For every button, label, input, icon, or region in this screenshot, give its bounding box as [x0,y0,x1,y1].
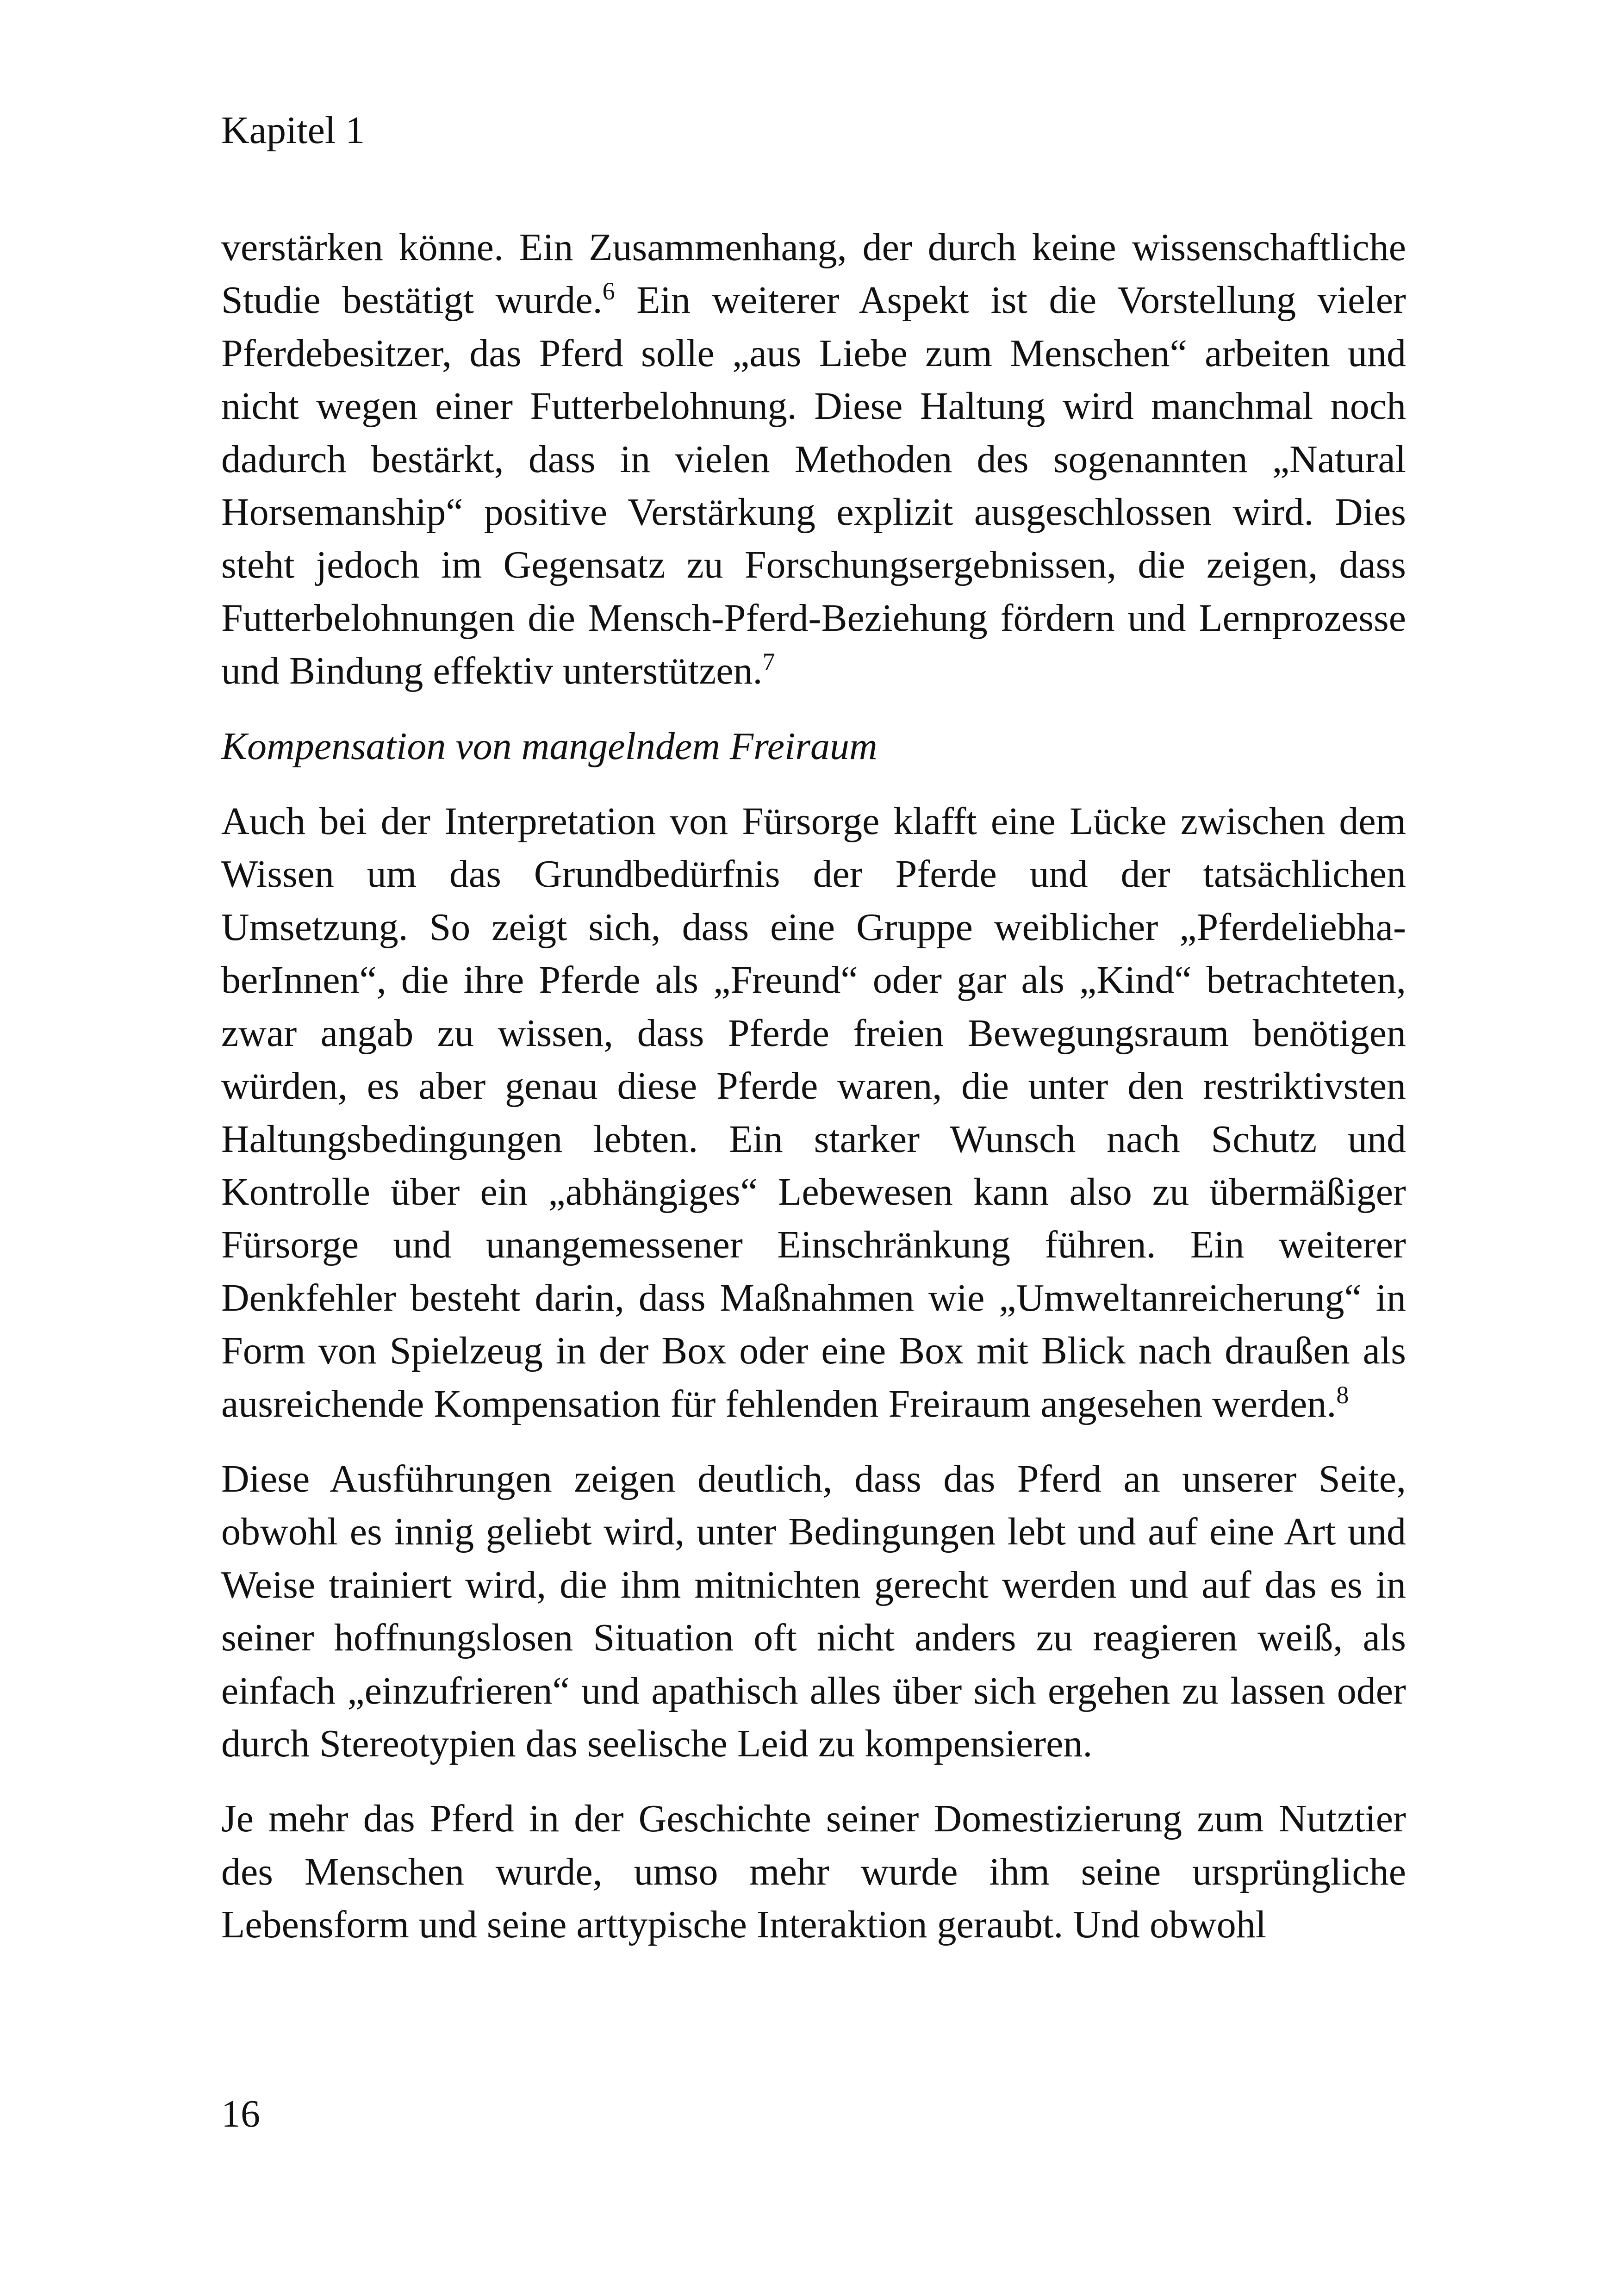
paragraph-1-part-1: verstärken könne. Ein Zusammenhang, der durch keine wissenschaftliche Studie bestätigt wurde. [221,226,1406,322]
paragraph-4: Je mehr das Pferd in der Geschichte seiner Domestizierung zum Nutztier des Menschen wurde, umso mehr wurde ihm seine ursprüngliche Lebensform und seine arttypische Interaktion geraubt. Und obwohl [221,1797,1406,1947]
footnote-ref-6: 6 [602,277,615,305]
paragraph-1-part-2: Ein weiterer Aspekt ist die Vorstellung vieler Pferdebesitzer, das Pferd solle „aus Liebe zum Menschen“ arbeiten und nicht wegen einer Futterbelohnung. Diese Haltung wird manchmal noch dadurch bestärkt, dass in vielen Methoden des sogenannten „Natural Horsemanship“ positive Verstärkung explizit ausgeschlossen wird. Dies steht jedoch im Gegensatz zu Forschungsergebnissen, die zeigen, dass Futterbelohnungen die Mensch-Pferd-Beziehung fördern und Lernprozesse und Bindung effektiv unterstützen. [221,279,1406,693]
paragraph-2-text: Auch bei der Interpretation von Fürsorge klafft eine Lücke zwischen dem Wissen um das Grundbedürfnis der Pferde und der tatsächlichen Umsetzung. So zeigt sich, dass eine Gruppe weiblicher „PferdeliebhaberInnen“, die ihre Pferde als „Freund“ oder gar als „Kind“ betrachteten, zwar angab zu wissen, dass Pferde freien Bewegungsraum benötigen würden, es aber genau diese Pferde waren, die unter den restriktivsten Haltungsbedingungen lebten. Ein starker Wunsch nach Schutz und Kontrolle über ein „abhängiges“ Lebewesen kann also zu übermäßiger Fürsorge und unangemessener Einschränkung führen. Ein weiterer Denkfehler besteht darin, dass Maßnahmen wie „Umweltanreicherung“ in Form von Spielzeug in der Box oder eine Box mit Blick nach draußen als ausreichende Kompensation für fehlenden Freiraum angesehen werden. [221,800,1406,1425]
paragraph-2 [221,795,1406,1431]
text-block [221,221,1406,1952]
paragraph-1 [221,221,1406,698]
running-head: Kapitel 1 [221,109,365,152]
footnote-ref-7: 7 [762,648,775,676]
section-heading: Kompensation von mangelndem Freiraum [221,724,877,768]
page-number: 16 [221,2092,260,2135]
footnote-ref-8: 8 [1336,1381,1349,1409]
paragraph-3: Diese Ausführungen zeigen deutlich, dass das Pferd an unserer Seite, obwohl es innig geliebt wird, unter Bedingungen lebt und auf eine Art und Weise trainiert wird, die ihm mitnichten gerecht werden und auf das es in seiner hoffnungslosen Situation oft nicht anders zu reagieren weiß, als einfach „einzufrieren“ und apathisch alles über sich ergehen zu lassen oder durch Stereotypien das seelische Leid zu kompensieren. [221,1457,1406,1765]
